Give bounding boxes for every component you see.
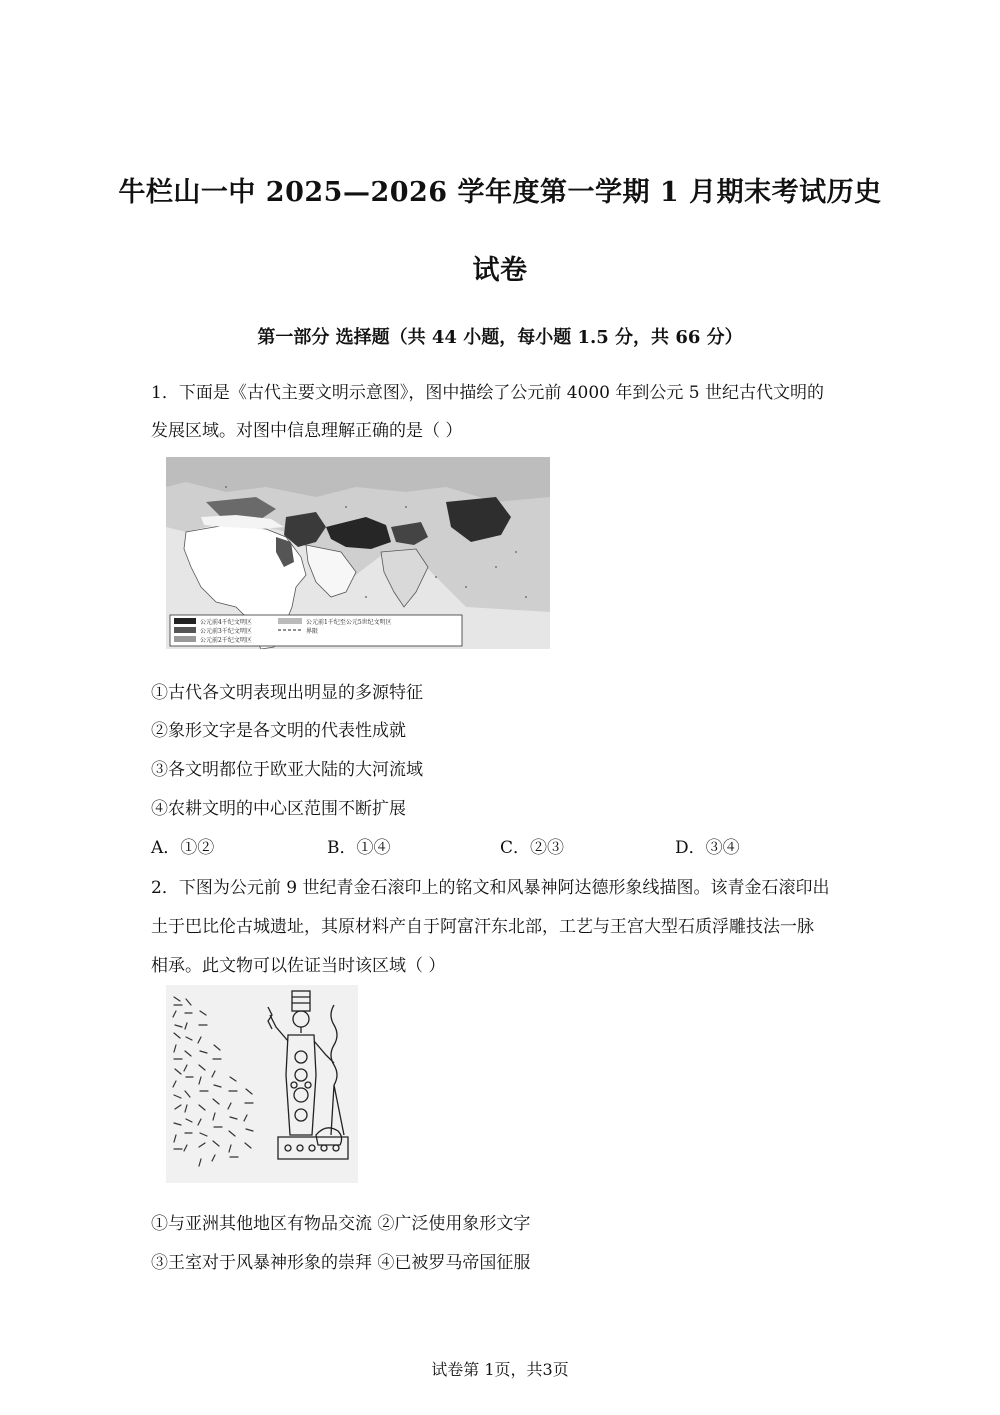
q1-option-c[interactable]: C．②③ [500,838,565,858]
q1-stem-line2: 发展区域。对图中信息理解正确的是（ ） [151,421,463,441]
q2-statements-line1: ①与亚洲其他地区有物品交流 ②广泛使用象形文字 [151,1214,531,1234]
q2-stem-line3: 相承。此文物可以佐证当时该区域（ ） [151,956,446,976]
q1-statement-3: ③各文明都位于欧亚大陆的大河流域 [151,760,423,780]
q1-option-b[interactable]: B．①④ [327,838,391,858]
q1-stem-line1: 1．下面是《古代主要文明示意图》，图中描绘了公元前 4000 年到公元 5 世纪古代文明的 [151,383,825,403]
section-title: 第一部分 选择题（共 44 小题，每小题 1.5 分，共 66 分） [257,327,743,348]
q2-stem-line2: 土于巴比伦古城遗址，其原材料产自于阿富汗东北部，工艺与王宫大型石质浮雕技法一脉 [151,917,814,937]
q1-statement-2: ②象形文字是各文明的代表性成就 [151,721,406,741]
q1-option-d[interactable]: D．③④ [675,838,740,858]
cylinder-seal-drawing [166,985,358,1183]
document-title-line1: 牛栏山一中 2025—2026 学年度第一学期 1 月期末考试历史 [118,177,882,208]
q1-statement-4: ④农耕文明的中心区范围不断扩展 [151,799,406,819]
page-footer: 试卷第 1页，共3页 [431,1360,569,1379]
map-legend-item-4: 公元前1千纪至公元5世纪文明区 [306,619,392,626]
q1-statement-1: ①古代各文明表现出明显的多源特征 [151,683,423,703]
map-legend-item-1: 公元前4千纪文明区 [200,619,252,626]
q1-option-a[interactable]: A．①② [151,838,215,858]
q2-stem-line1: 2．下图为公元前 9 世纪青金石滚印上的铭文和风暴神阿达德形象线描图。该青金石滚印出 [151,878,830,898]
map-legend-item-5: 界限 [306,628,319,635]
map-legend-item-2: 公元前3千纪文明区 [200,628,252,635]
map-legend-item-3: 公元前2千纪文明区 [200,637,252,644]
document-title-line2: 试卷 [472,255,528,286]
ancient-civilizations-map [166,457,550,649]
q2-statements-line2: ③王室对于风暴神形象的崇拜 ④已被罗马帝国征服 [151,1253,531,1273]
